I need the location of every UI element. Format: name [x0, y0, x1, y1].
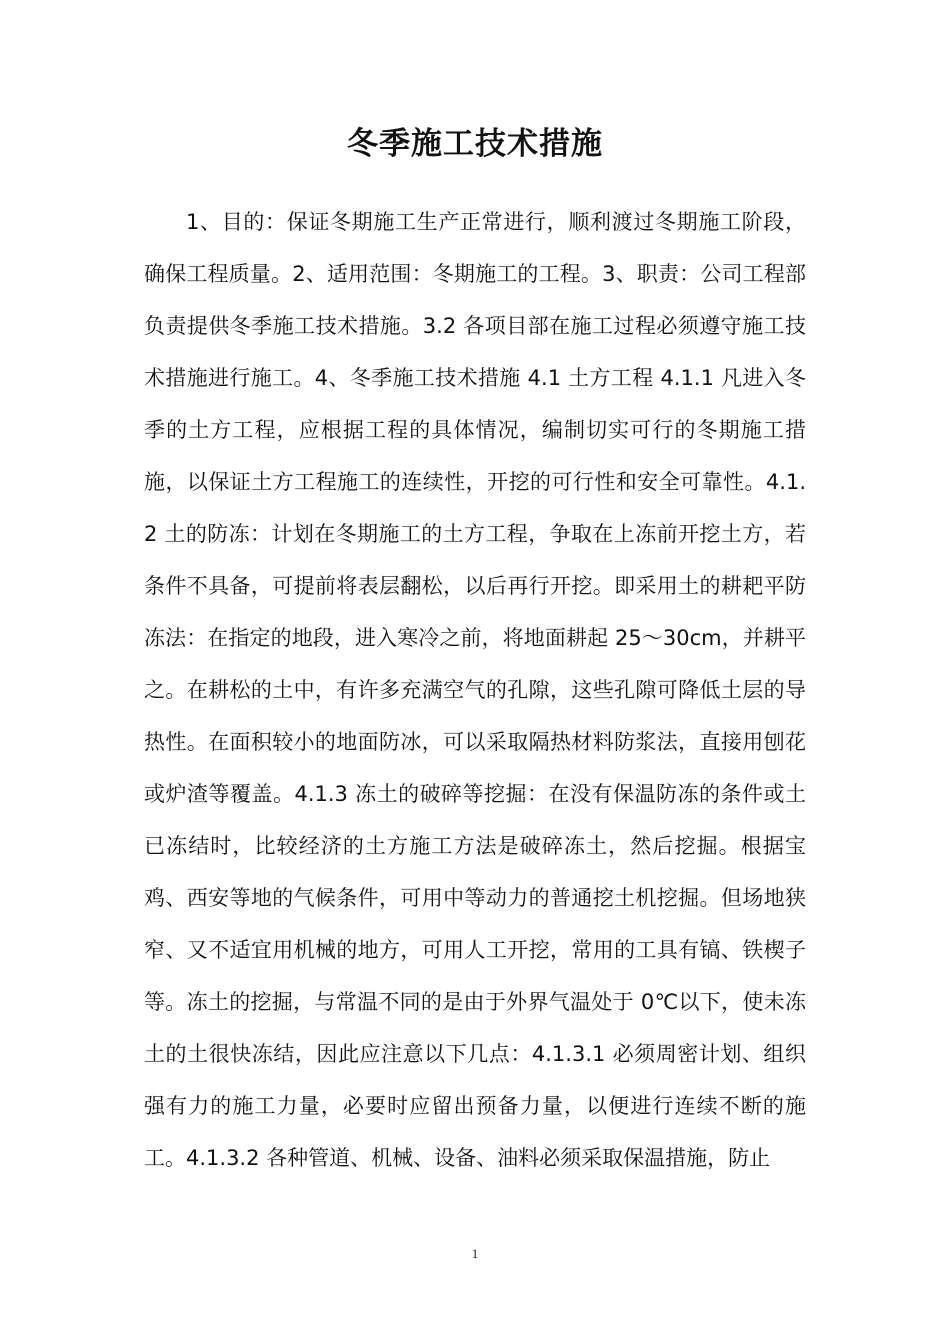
page-number: 1	[471, 1246, 479, 1261]
body-paragraph: 1、目的：保证冬期施工生产正常进行，顺利渡过冬期施工阶段，确保工程质量。2、适用范围：冬期施工的工程。3、职责：公司工程部负责提供冬季施工技术措施。3.2 各项目部在施工过程必须遵守施工技术措施进行施工。4、冬季施工技术措施 4.1 土方工程 4.1.1 凡进入冬季的土方工程，应根据工程的具体情况，编制切实可行的冬期施工措施，以保证土方工程施工的连续性，开挖的可行性和安全可靠性。4.1.2 土的防冻：计划在冬期施工的土方工程，争取在上冻前开挖土方，若条件不具备，可提前将表层翻松，以后再行开挖。即采用土的耕耙平防冻法：在指定的地段，进入寒冷之前，将地面耕起 25～30cm，并耕平之。在耕松的土中，有许多充满空气的孔隙，这些孔隙可降低土层的导热性。在面积较小的地面防冰，可以采取隔热材料防浆法，直接用刨花或炉渣等覆盖。4.1.3 冻土的破碎等挖掘：在没有保温防冻的条件或土已冻结时，比较经济的土方施工方法是破碎冻土，然后挖掘。根据宝鸡、西安等地的气候条件，可用中等动力的普通挖土机挖掘。但场地狭窄、又不适宜用机械的地方，可用人工开挖，常用的工具有镐、铁楔子等。冻土的挖掘，与常温不同的是由于外界气温处于 0℃以下，使未冻土的土很快冻结，因此应注意以下几点：4.1.3.1 必须周密计划、组织强有力的施工力量，必要时应留出预备力量，以便进行连续不断的施工。4.1.3.2 各种管道、机械、设备、油料必须采取保温措施，防止	[144, 210, 806, 1170]
document-title: 冬季施工技术措施	[347, 126, 603, 162]
